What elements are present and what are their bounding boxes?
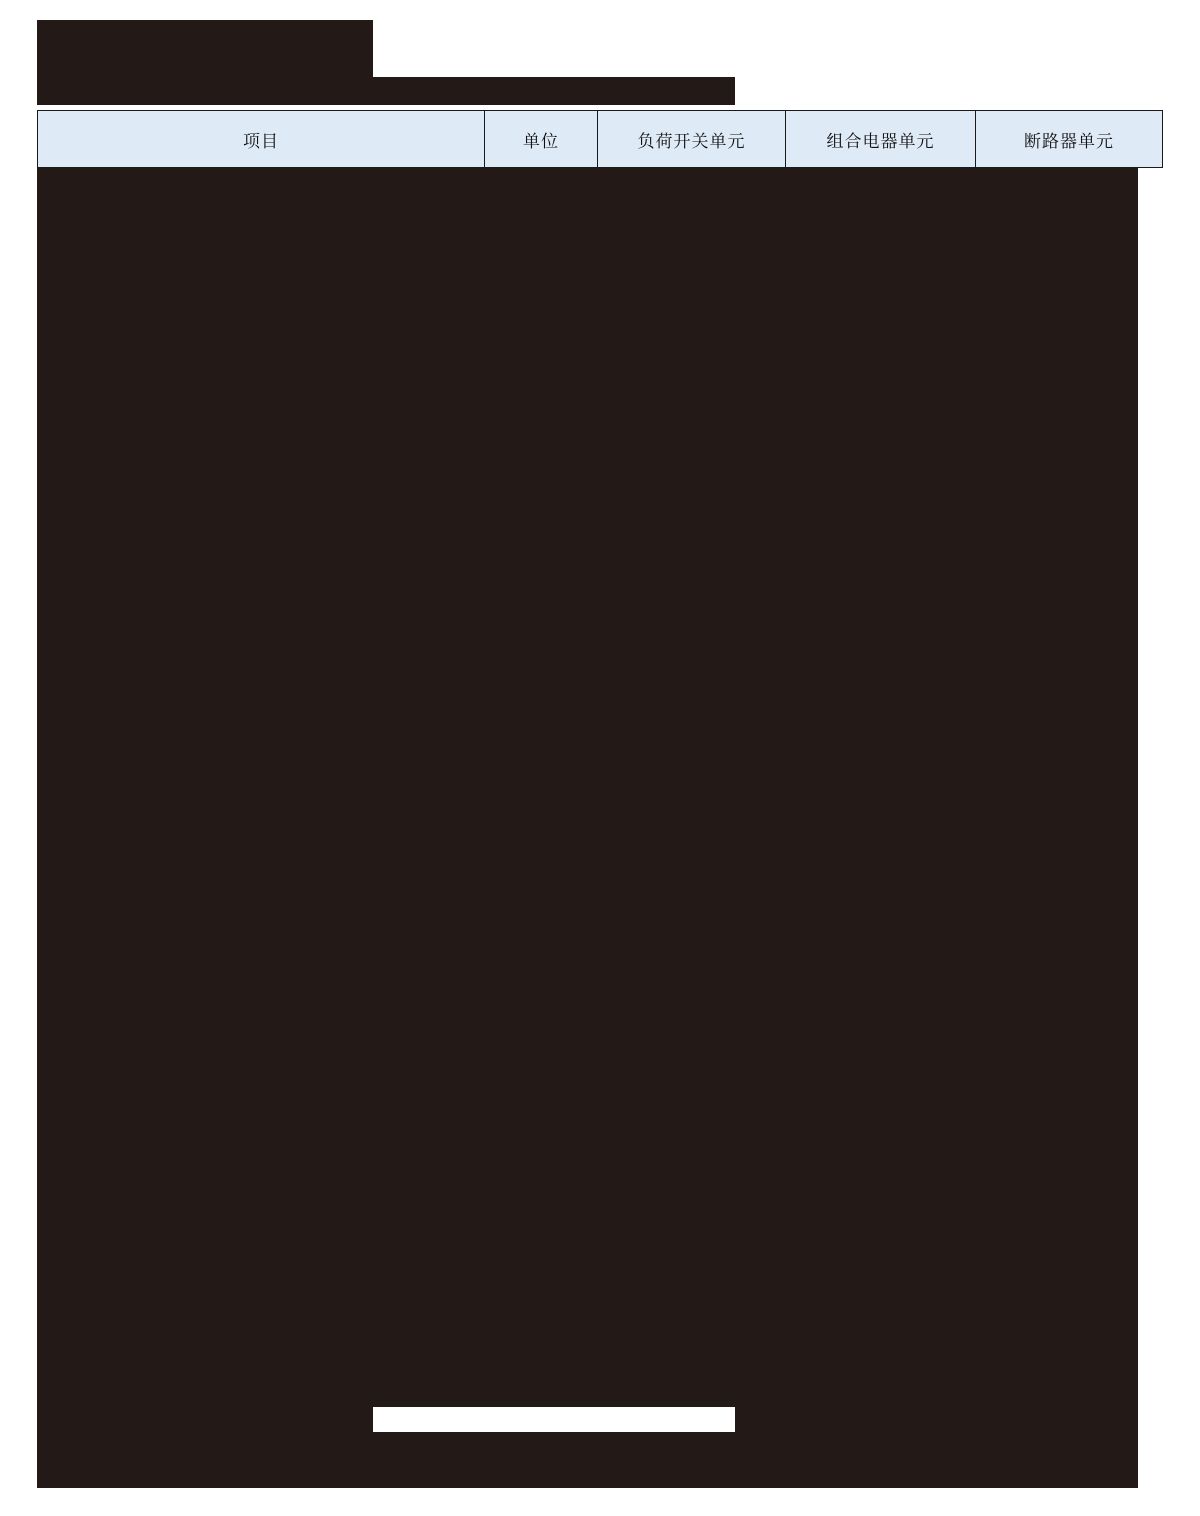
redaction-title-top-right: [37, 77, 735, 105]
table-header-cell-circuit-breaker-unit: 断路器单元: [1024, 131, 1114, 151]
table-header-cell-load-switch-unit: 负荷开关单元: [598, 111, 786, 167]
table-header-cell-combined-apparatus-unit: 组合电器单元: [786, 111, 976, 167]
redaction-body-right-a: [1101, 348, 1138, 408]
redaction-body-main: [37, 168, 1138, 1407]
redaction-body-right-c: [1101, 750, 1138, 1047]
redaction-footer-right: [735, 1407, 1138, 1432]
redaction-footer-bar: [37, 1432, 1138, 1488]
table-header-row: [37, 110, 1163, 168]
redaction-body-right-d: [1101, 1090, 1138, 1407]
table-header-cell-item: 项目: [38, 111, 485, 167]
redaction-footer-left: [37, 1407, 373, 1432]
redaction-body-right-b: [1101, 408, 1138, 702]
table-header-cell-unit: 单位: [485, 111, 598, 167]
redaction-title-top-left: [37, 20, 373, 77]
